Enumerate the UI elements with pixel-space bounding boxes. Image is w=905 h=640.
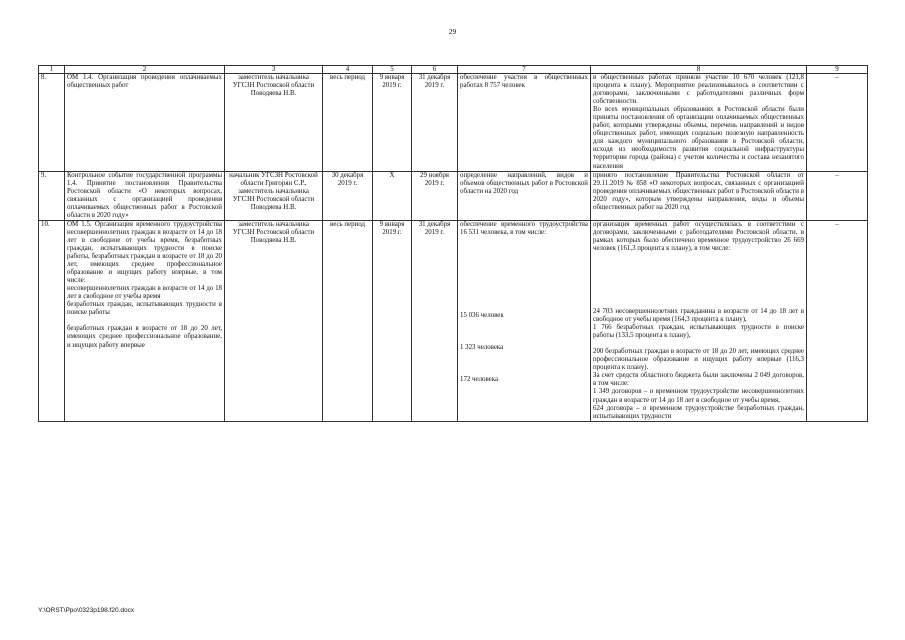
start-date-cell: 9 января 2019 г.: [373, 74, 412, 172]
end-date-cell: 29 ноября 2019 г.: [412, 171, 458, 220]
header-cell: 5: [373, 66, 412, 74]
actual-result-cell: [591, 220, 807, 421]
table-row: [39, 171, 868, 220]
sub-expected: 172 человека: [460, 376, 499, 384]
actual-paragraph: 24 703 несовершеннолетних гражданина в возрасте от 14 до 18 лет в свободное от учебы время (164,3 процента к плану),: [593, 308, 804, 324]
report-table: [38, 65, 868, 422]
sub-event: безработных граждан в возрасте от 18 до 20 лет, имеющих среднее профессиональное образование, и ищущих работу впервые: [67, 325, 222, 349]
responsible-cell: заместитель начальника УГСЗН Ростовской области Поводяева Н.В.: [225, 74, 323, 172]
actual-result-cell: [591, 171, 807, 220]
header-cell: 2: [65, 66, 225, 74]
header-cell: 3: [225, 66, 323, 74]
expected-result-cell: обеспечение участия в общественных работах 8 757 человек: [458, 74, 591, 172]
header-cell: 4: [323, 66, 373, 74]
actual-paragraph: 624 договора – о временном трудоустройстве безработных граждан, испытывающих трудности: [593, 404, 804, 420]
actual-intro: организация временных работ осуществлялась в соответствии с договорами, заключенными с работодателями Ростовской области, в рамках которых было обеспечено временное трудоустройство 26 669 человек (161,3 процента к плану), в том числе:: [593, 220, 804, 252]
reason-cell: –: [807, 171, 868, 220]
actual-paragraph: Во всех муниципальных образованиях в Ростовской области были приняты постановления об организации оплачиваемых общественных работ, которыми утверждены объемы, перечень направлений и видов общественных работ, имеющих социально полезную направленность для каждого муниципального образования в Ростовской области, исходя из необходимости развития социальной инфраструктуры территории города (района) с учетом количества и состава незанятого населения: [593, 106, 804, 170]
period-cell: весь период: [323, 74, 373, 172]
event-cell: Контрольное событие государственной программы 1.4. Принятие постановления Правительства Ростовской области «О некоторых вопросах, связанных с организацией проведения оплачиваемых общественных работ в Ростовской области в 2020 году»: [65, 171, 225, 220]
row-number: 10.: [39, 220, 65, 421]
end-date-cell: 31 декабря 2019 г.: [412, 74, 458, 172]
responsible-cell: начальник УГСЗН Ростовской области Григорян С.Р., заместитель начальника УГСЗН Ростовской области Поводяева Н.В.: [225, 171, 323, 220]
actual-paragraph: 1 349 договоров – о временном трудоустройстве несовершеннолетних граждан в возрасте от 14 до 18 лет в свободное от учебы время,: [593, 388, 804, 404]
start-date-cell: Х: [373, 171, 412, 220]
reason-cell: –: [807, 74, 868, 172]
actual-paragraph: в общественных работах приняли участие 10 670 человек (121,8 процента к плану). Мероприятие реализовывалось в соответствии с договорами, заключенными с работодателями различных форм собственности.: [593, 74, 804, 106]
actual-paragraph: принято постановление Правительства Ростовской области от 29.11.2019 № 858 «О некоторых вопросах, связанных с организацией проведения оплачиваемых общественных работ в Ростовской области в 2020 году», которым утверждены направления, виды и объемы общественных работ на 2020 год: [593, 171, 804, 211]
file-path-footer: Y:\ORST\Ppo\0323p198.f20.docx: [38, 607, 135, 614]
sub-expected: 15 036 человек: [460, 311, 504, 319]
event-cell: [65, 220, 225, 421]
responsible-cell: заместитель начальника УГСЗН Ростовской области Поводяева Н.В.: [225, 220, 323, 421]
header-cell: 1: [39, 66, 65, 74]
expected-result-cell: определение направлений, видов и объемов общественных работ в Ростовской области на 2020 год: [458, 171, 591, 220]
event-intro: ОМ 1.5. Организация временного трудоустройства несовершеннолетних граждан в возрасте от 14 до 18 лет в свободное от учебы время, безработных граждан, испытывающих трудности в поиске работы, безработных граждан в возрасте от 18 до 20 лет, имеющих среднее профессиональное образование и ищущих работу впервые, в том числе:: [67, 220, 222, 285]
header-cell: 9: [807, 66, 868, 74]
expected-result-cell: [458, 220, 591, 421]
page-number: 29: [448, 27, 457, 36]
sub-expected: 1 323 человека: [460, 343, 504, 351]
actual-paragraph: 200 безработных граждан в возрасте от 18 до 20 лет, имеющих среднее профессиональное образование и ищущих работу впервые (116,3 процента к плану).: [593, 348, 804, 372]
expected-intro: обеспечение временного трудоустройства 16 531 человека, в том числе:: [460, 220, 588, 236]
period-cell: весь период: [323, 220, 373, 421]
start-date-cell: 9 января 2019 г.: [373, 220, 412, 421]
reason-cell: –: [807, 220, 868, 421]
sub-event: несовершеннолетних граждан в возрасте от 14 до 18 лет в свободное от учебы время: [67, 285, 222, 301]
actual-paragraph: За счет средств областного бюджета были заключены 2 049 договоров, в том числе:: [593, 372, 804, 388]
end-date-cell: 31 декабря 2019 г.: [412, 220, 458, 421]
header-cell: 7: [458, 66, 591, 74]
actual-paragraph: 1 766 безработных граждан, испытывающих трудности в поиске работы (133,5 процента к плану),: [593, 324, 804, 340]
table-row: [39, 74, 868, 172]
row-number: 8.: [39, 74, 65, 172]
sub-event: безработных граждан, испытывающих трудности в поиске работы: [67, 301, 222, 317]
actual-result-cell: [591, 74, 807, 172]
event-cell: ОМ 1.4. Организация проведения оплачиваемых общественных работ: [65, 74, 225, 172]
table-row: [39, 220, 868, 421]
header-row: [39, 66, 868, 74]
header-cell: 8: [591, 66, 807, 74]
header-cell: 6: [412, 66, 458, 74]
row-number: 9.: [39, 171, 65, 220]
period-cell: 30 декабря 2019 г.: [323, 171, 373, 220]
